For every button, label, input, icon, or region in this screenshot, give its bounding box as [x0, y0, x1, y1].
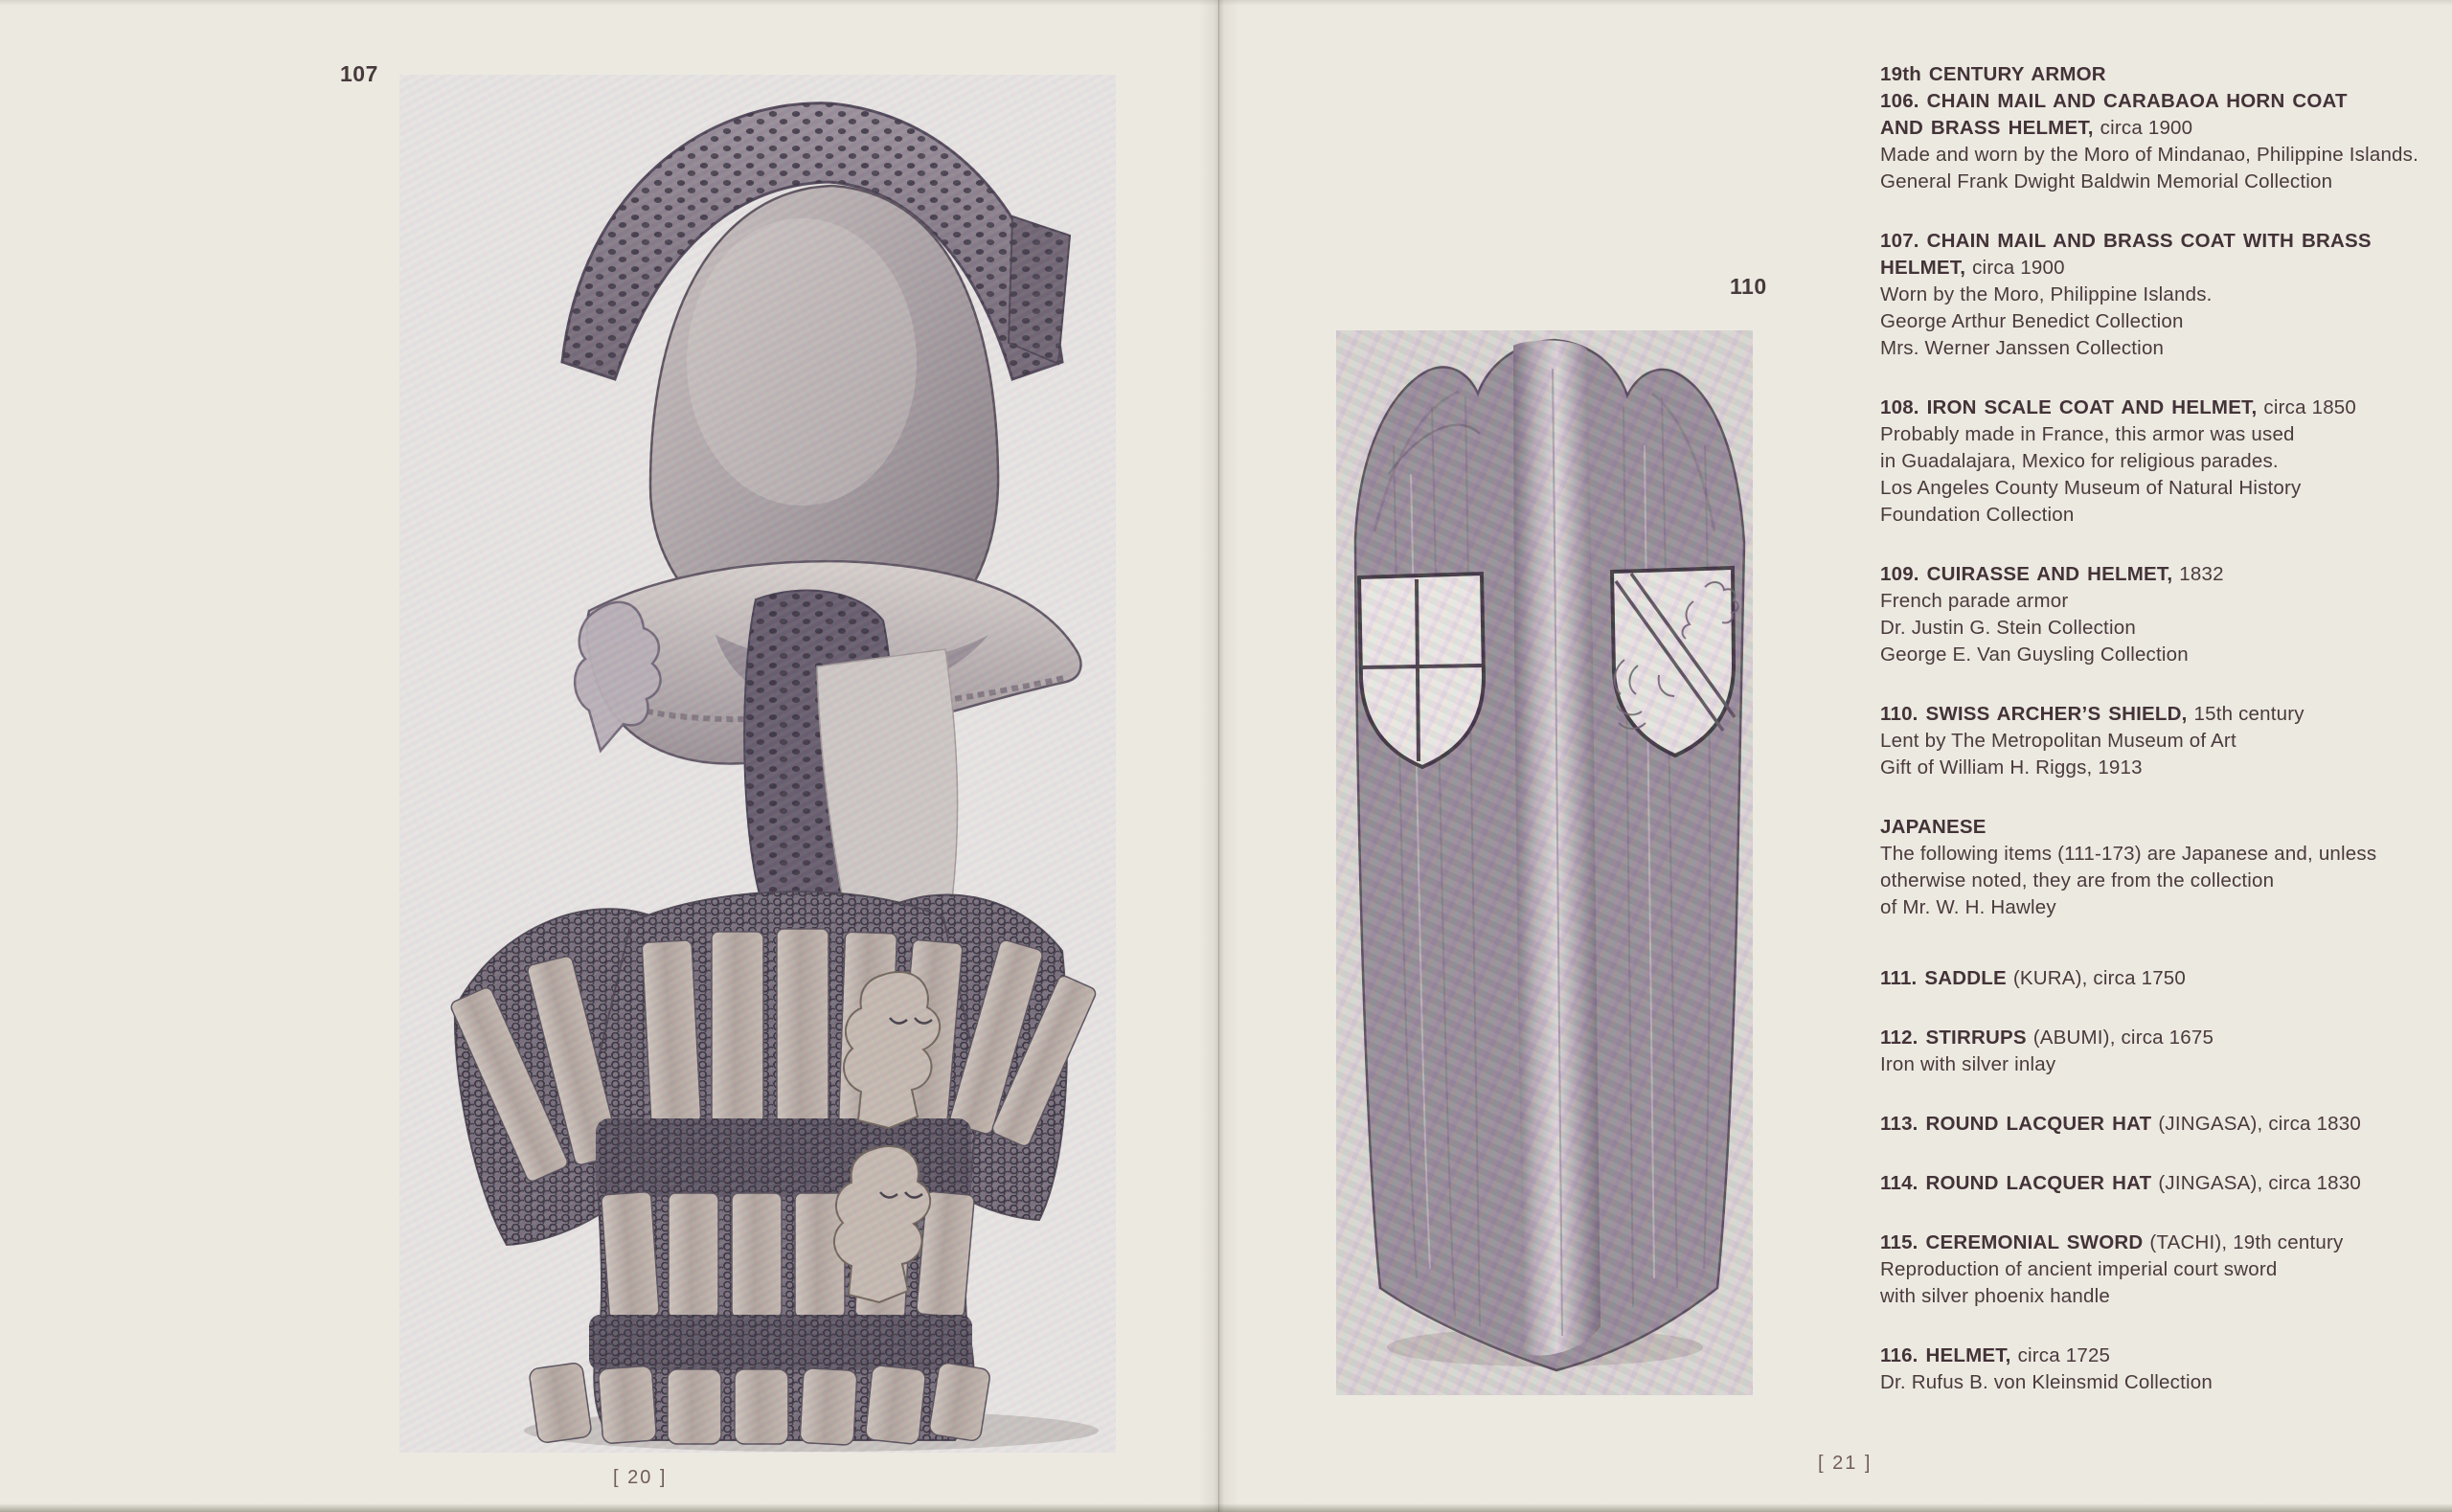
japanese-heading-text: JAPANESE: [1880, 816, 1987, 838]
entry-detail-line: Probably made in France, this armor was used: [1880, 423, 2295, 445]
figure-number-left: 107: [340, 61, 378, 86]
entry-detail-line: Gift of William H. Riggs, 1913: [1880, 756, 2143, 779]
catalog-entry-111: [1880, 965, 2388, 992]
scan-top-edge-shadow: [0, 0, 2452, 6]
scan-bottom-edge-shadow: [0, 1503, 2452, 1512]
entry-title: [1880, 1230, 2388, 1256]
entry-title: [1880, 701, 2388, 728]
entry-subtitle: (ABUMI), circa 1675: [2032, 1027, 2214, 1049]
entry-title: [1880, 1170, 2388, 1197]
catalog-entry-108: [1880, 395, 2388, 529]
entry-title-bold: 113. ROUND LACQUER HAT: [1880, 1113, 2152, 1135]
catalog-entry-107: [1880, 228, 2388, 362]
entry-detail-line: Los Angeles County Museum of Natural History: [1880, 477, 2302, 499]
catalog-entry-112: [1880, 1025, 2388, 1078]
entry-title: [1880, 1025, 2388, 1051]
entry-detail-line: with silver phoenix handle: [1880, 1285, 2110, 1307]
entry-subtitle: circa 1725: [2017, 1344, 2111, 1366]
entry-subtitle: 1832: [2179, 563, 2224, 585]
catalog-entry-110: [1880, 701, 2388, 781]
entry-subtitle: (JINGASA), circa 1830: [2158, 1172, 2361, 1194]
catalog-entry-116: [1880, 1343, 2388, 1396]
section-heading-19th-century-armor: 19th CENTURY ARMOR: [1880, 63, 2106, 85]
catalog-entry-115: [1880, 1230, 2388, 1310]
entry-subtitle: circa 1850: [2263, 396, 2357, 418]
catalog-text-column: [1880, 61, 2419, 1429]
entry-title: [1880, 1111, 2388, 1138]
entry-title-bold: 111. SADDLE: [1880, 967, 2007, 989]
entry-title-bold: 115. CEREMONIAL SWORD: [1880, 1231, 2144, 1253]
entry-title-bold: 116. HELMET,: [1880, 1344, 2011, 1366]
entry-subtitle: (JINGASA), circa 1830: [2158, 1113, 2361, 1135]
shield-photograph: [1336, 330, 1753, 1395]
japanese-note-line: of Mr. W. H. Hawley: [1880, 896, 2056, 918]
japanese-heading: [1880, 814, 2388, 841]
entry-title-bold: 114. ROUND LACQUER HAT: [1880, 1172, 2152, 1194]
japanese-note-line: otherwise noted, they are from the collection: [1880, 869, 2275, 891]
catalog-entry-106: [1880, 88, 2419, 195]
entry-detail-line: George Arthur Benedict Collection: [1880, 310, 2184, 332]
entry-detail-line: Foundation Collection: [1880, 504, 2075, 526]
entry-subtitle: circa 1900: [1972, 257, 2065, 279]
page-number-right: [ 21 ]: [1818, 1453, 1873, 1474]
entry-title: [1880, 88, 2388, 142]
entry-title: [1880, 561, 2388, 588]
page-gutter: [1199, 0, 1239, 1512]
entry-detail-line: Reproduction of ancient imperial court sword: [1880, 1258, 2278, 1280]
entry-detail-line: Worn by the Moro, Philippine Islands.: [1880, 283, 2213, 305]
shield-photo-illustration: [1336, 330, 1753, 1395]
entry-detail-line: George E. Van Guysling Collection: [1880, 643, 2189, 666]
entry-title-bold: 109. CUIRASSE AND HELMET,: [1880, 563, 2173, 585]
entry-detail-line: Dr. Rufus B. von Kleinsmid Collection: [1880, 1371, 2213, 1393]
figure-number-right: 110: [1730, 274, 1767, 299]
armor-photo-illustration: [399, 75, 1116, 1453]
entry-title-bold: 112. STIRRUPS: [1880, 1027, 2027, 1049]
entry-detail-line: French parade armor: [1880, 590, 2069, 612]
page-number-left: [ 20 ]: [613, 1467, 668, 1488]
entry-subtitle: 15th century: [2193, 703, 2304, 725]
entry-detail-line: Mrs. Werner Janssen Collection: [1880, 337, 2165, 359]
entry-title-bold: 106. CHAIN MAIL AND CARABAOA HORN COAT AND BRASS HELMET,: [1880, 90, 2348, 139]
entry-title: [1880, 965, 2388, 992]
entry-detail-line: Iron with silver inlay: [1880, 1053, 2056, 1075]
catalog-entry-109: [1880, 561, 2388, 668]
entry-detail-line: Lent by The Metropolitan Museum of Art: [1880, 730, 2236, 752]
catalog-entry-113: [1880, 1111, 2388, 1138]
entry-title-bold: 110. SWISS ARCHER’S SHIELD,: [1880, 703, 2188, 725]
entry-title-bold: 108. IRON SCALE COAT AND HELMET,: [1880, 396, 2258, 418]
japanese-section: [1880, 814, 2388, 921]
entry-subtitle: (KURA), circa 1750: [2012, 967, 2187, 989]
entry-title-bold: 107. CHAIN MAIL AND BRASS COAT WITH BRASS HELMET,: [1880, 230, 2372, 279]
entry-subtitle: (TACHI), 19th century: [2149, 1231, 2344, 1253]
catalog-entry-114: [1880, 1170, 2388, 1197]
armor-photograph: [399, 75, 1116, 1453]
entry-detail-line: General Frank Dwight Baldwin Memorial Collection: [1880, 170, 2333, 192]
entry-title: [1880, 1343, 2388, 1369]
entry-subtitle: circa 1900: [2100, 117, 2193, 139]
entry-detail-line: Made and worn by the Moro of Mindanao, Philippine Islands.: [1880, 144, 2419, 166]
entry-detail-line: in Guadalajara, Mexico for religious parades.: [1880, 450, 2279, 472]
entry-detail-line: Dr. Justin G. Stein Collection: [1880, 617, 2136, 639]
entry-title: [1880, 228, 2388, 282]
japanese-note-line: The following items (111-173) are Japanese and, unless: [1880, 843, 2377, 865]
entry-title: [1880, 395, 2388, 421]
